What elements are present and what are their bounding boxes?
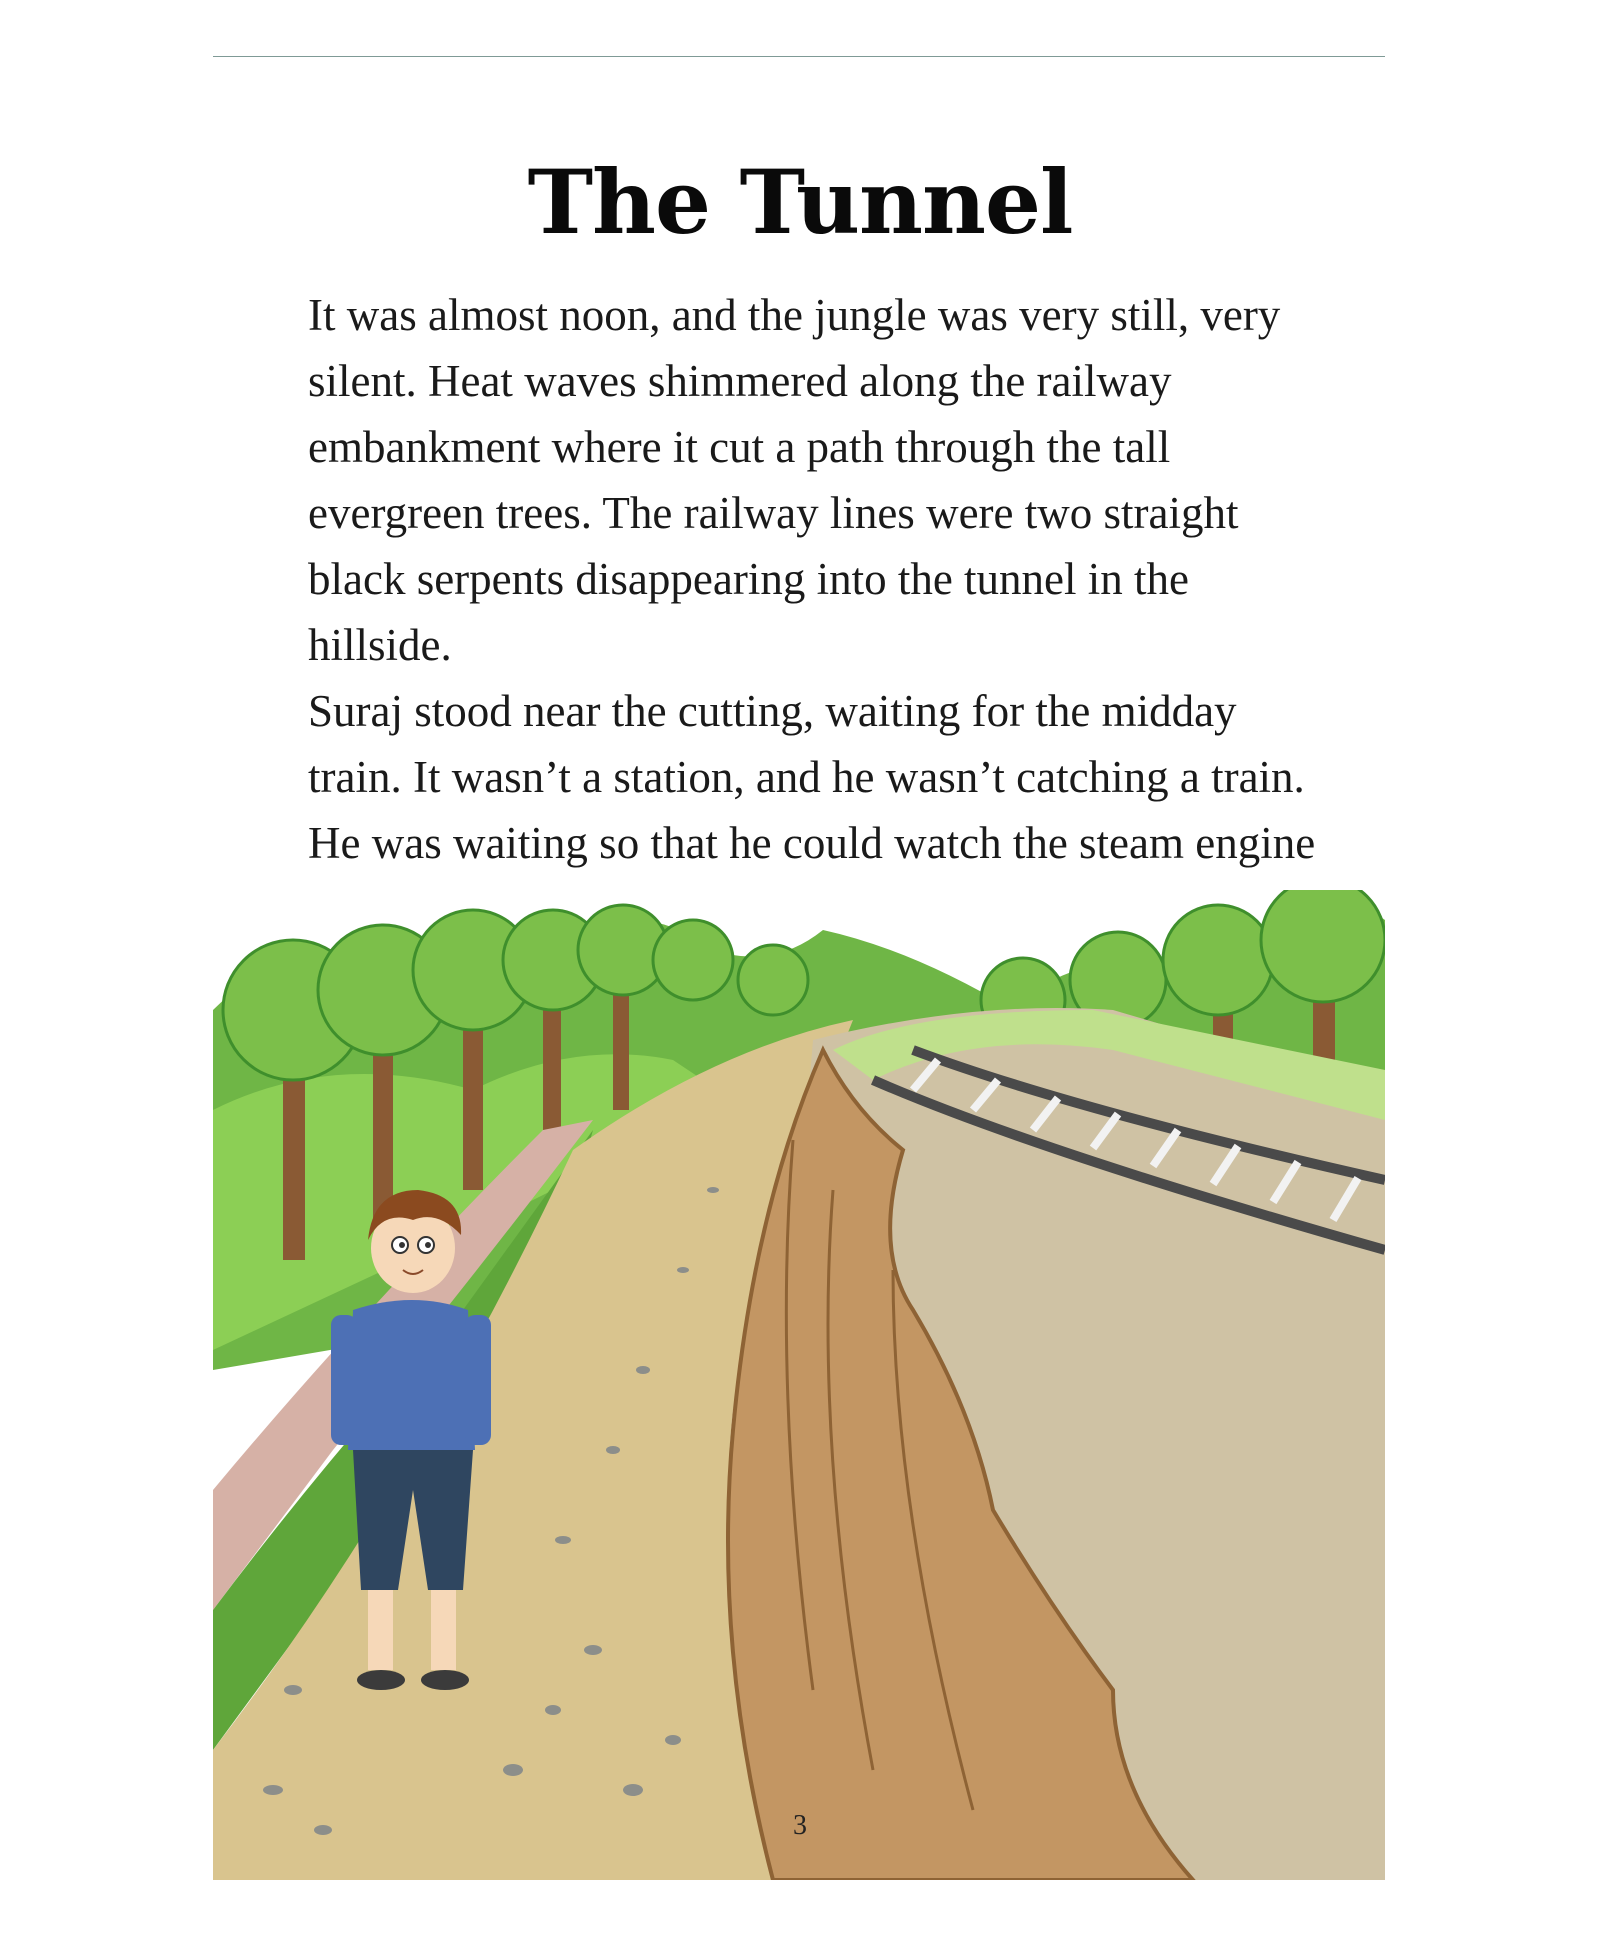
story-paragraph: It was almost noon, and the jungle was very still, very silent. Heat waves shimmered along the railway embankment where it cut a path through the tall evergreen trees. The railway lines were two straight black serpents disappearing into the tunnel in the hillside. [308,290,1281,670]
page-title: The Tunnel [527,150,1073,254]
story-illustration [213,890,1385,1880]
page-number: 3 [793,1810,807,1841]
story-paragraph: Suraj stood near the cutting, waiting for the midday train. It wasn’t a station, and he wasn’t catching a train. He was waiting so that he could watch the steam engine [308,686,1316,868]
story-text [308,282,1318,942]
top-rule [213,56,1385,57]
